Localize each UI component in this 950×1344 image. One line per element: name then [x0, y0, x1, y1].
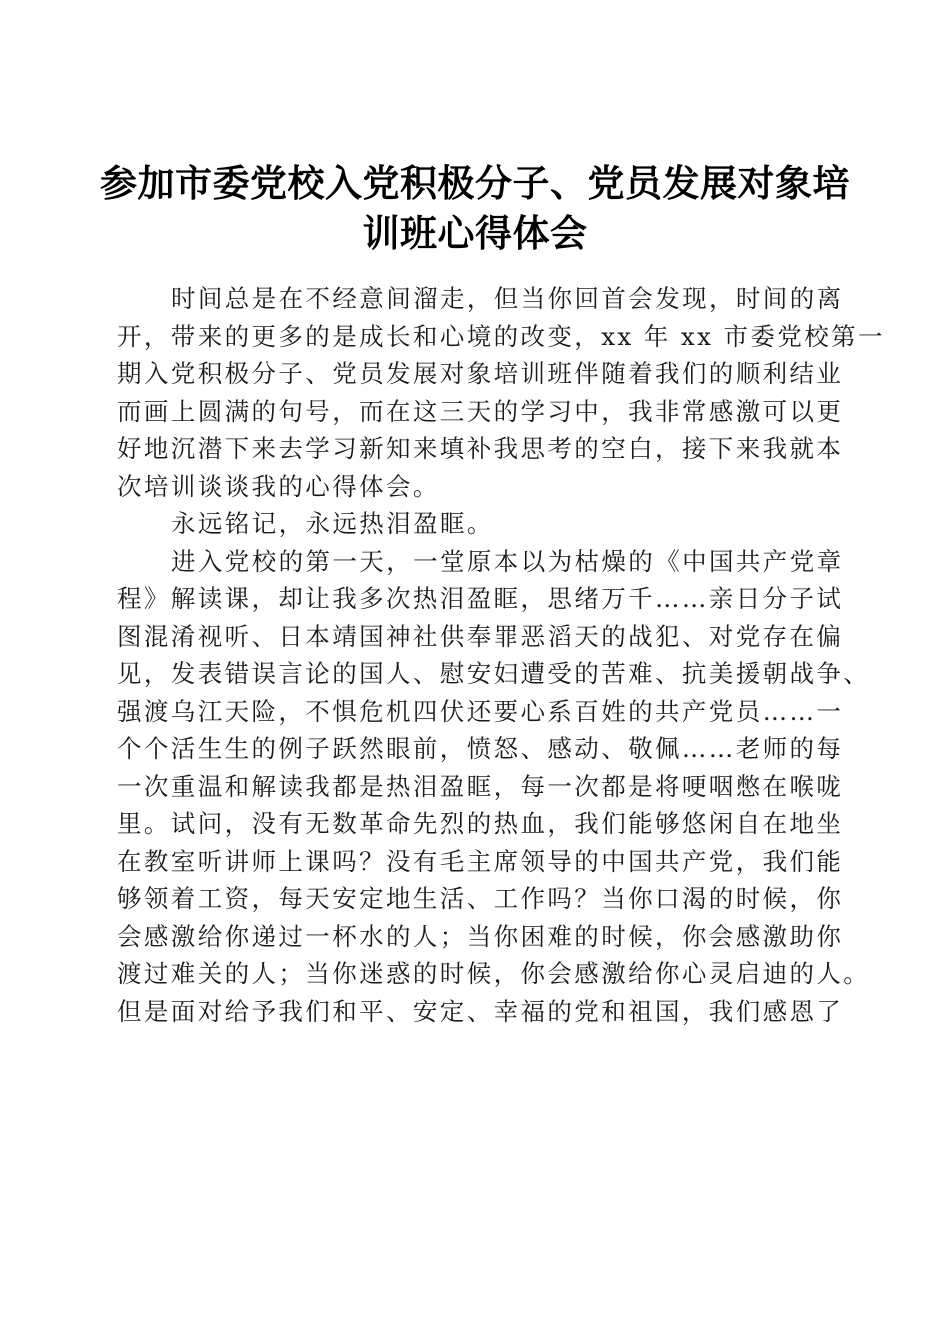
text-line: 里。试问，没有无数革命先烈的热血，我们能够悠闲自在地坐: [117, 809, 844, 838]
text-line: 个个活生生的例子跃然眼前，愤怒、感动、敬佩……老师的每: [117, 734, 844, 763]
text-line: 够领着工资，每天安定地生活、工作吗？当你口渴的时候，你: [117, 884, 844, 913]
title-line: 训班心得体会: [362, 210, 588, 255]
text-line: 期入党积极分子、党员发展对象培训班伴随着我们的顺利结业: [117, 359, 844, 388]
text-line: 强渡乌江天险，不惧危机四伏还要心系百姓的共产党员……一: [117, 696, 844, 726]
paragraph-main: [117, 543, 871, 1031]
text-line: 永远铭记，永远热泪盈眶。: [171, 509, 494, 538]
text-line: 好地沉潜下来去学习新知来填补我思考的空白，接下来我就本: [117, 434, 844, 463]
text-line: 时间总是在不经意间溜走，但当你回首会发现，时间的离: [171, 284, 844, 313]
title-line: 参加市委党校入党积极分子、党员发展对象培: [100, 160, 850, 205]
text-line: 次培训谈谈我的心得体会。: [117, 471, 440, 501]
text-line: 一次重温和解读我都是热泪盈眶，每一次都是将哽咽憋在喉咙: [117, 771, 844, 801]
text-line: 渡过难关的人；当你迷惑的时候，你会感激给你心灵启迪的人。: [117, 959, 871, 988]
text-line: 进入党校的第一天，一堂原本以为枯燥的《中国共产党章: [171, 546, 844, 576]
paragraph-intro: [117, 280, 885, 505]
text-line: 而画上圆满的句号，而在这三天的学习中，我非常感激可以更: [117, 396, 844, 426]
text-line: 见，发表错误言论的国人、慰安妇遭受的苦难、抗美援朝战争、: [117, 659, 871, 688]
document-body: [117, 280, 885, 1030]
text-line: 会感激给你递过一杯水的人；当你困难的时候，你会感激助你: [117, 921, 844, 951]
document-title: [100, 158, 850, 258]
text-line: 图混淆视听、日本靖国神社供奉罪恶滔天的战犯、对党存在偏: [117, 621, 844, 651]
text-line: 程》解读课，却让我多次热泪盈眶，思绪万千……亲日分子试: [117, 584, 844, 613]
text-line: 在教室听讲师上课吗？没有毛主席领导的中国共产党，我们能: [117, 846, 844, 876]
text-line: 但是面对给予我们和平、安定、幸福的党和祖国，我们感恩了: [117, 996, 844, 1026]
text-line: 开，带来的更多的是成长和心境的改变，xx 年 xx 市委党校第一: [117, 321, 885, 351]
paragraph-heading: [117, 505, 839, 543]
